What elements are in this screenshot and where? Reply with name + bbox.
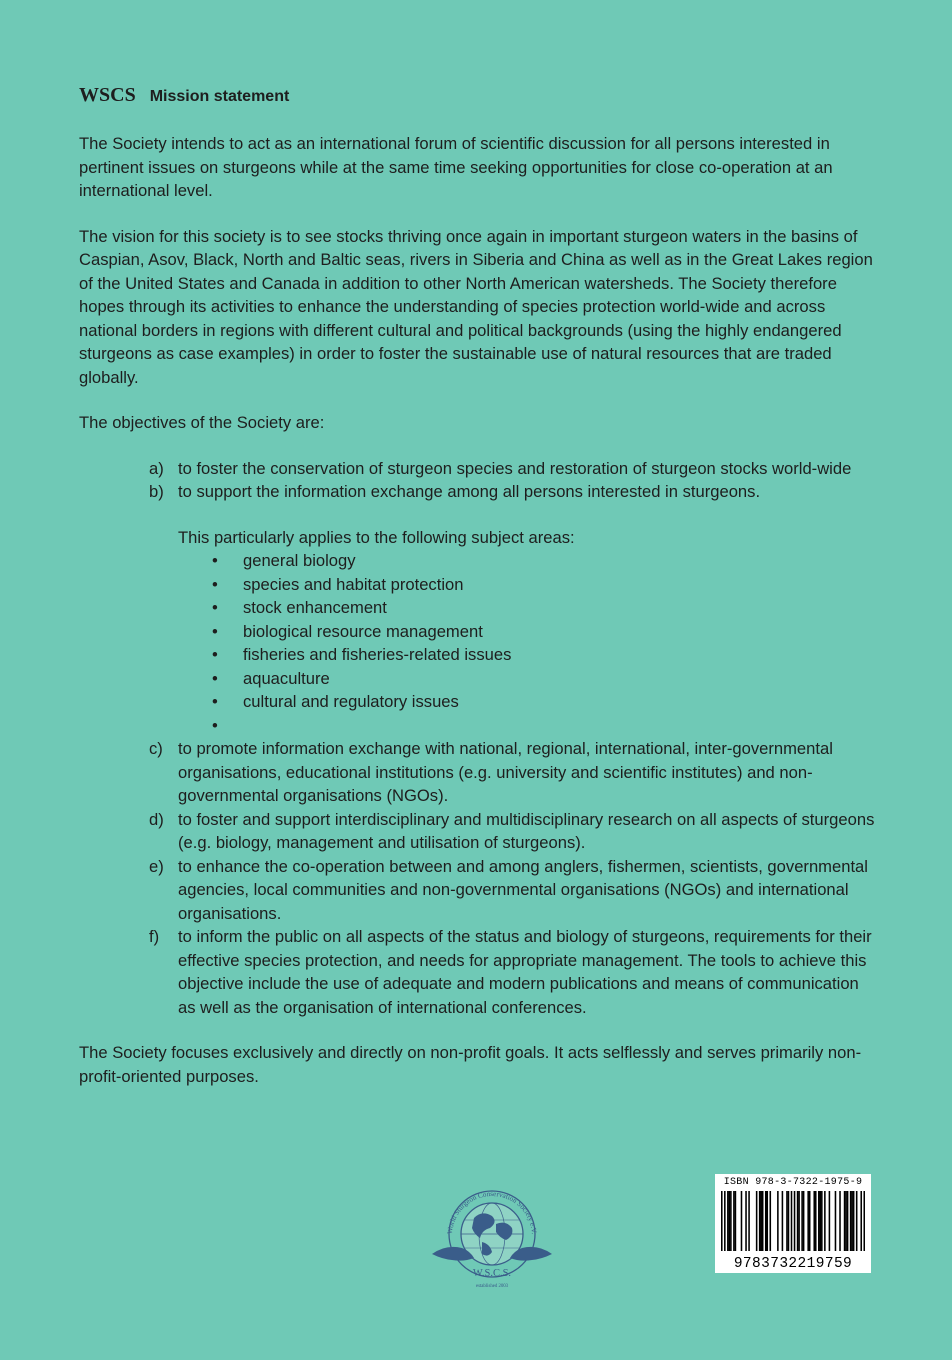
subject-area-label: cultural and regulatory issues — [243, 692, 459, 711]
barcode-bar — [745, 1191, 747, 1251]
objective-item — [149, 808, 879, 855]
objective-text: to support the information exchange among all persons interested in sturgeons. — [178, 482, 761, 501]
objective-marker: a) — [149, 458, 164, 478]
barcode-bar — [820, 1191, 822, 1251]
closing-paragraph: The Society focuses exclusively and directly on non-profit goals. It acts selflessly and serves primarily non-profit-oriented purposes. — [79, 1043, 862, 1086]
objective-text: to promote information exchange with national, regional, international, inter-governmental organisations, educational institutions (e.g. university and scientific institutes) and non-governmental organisations (NGOs). — [178, 739, 833, 805]
barcode-bar — [815, 1191, 817, 1251]
bullet-icon: • — [212, 551, 218, 570]
barcode-bar — [730, 1191, 732, 1251]
bullet-icon: • — [212, 598, 218, 617]
objective-marker: c) — [149, 739, 163, 758]
barcode-bar — [782, 1191, 784, 1251]
objective-item — [149, 855, 879, 926]
barcode-bar — [756, 1191, 758, 1251]
barcode-bar — [835, 1191, 837, 1251]
barcode-bar — [729, 1191, 731, 1251]
objective-text: to enhance the co-operation between and among anglers, fishermen, scientists, governmental agencies, local communities and non-governmental organisations (NGOs) and international organisations. — [178, 856, 868, 923]
subject-areas-intro: This particularly applies to the following subject areas: — [178, 527, 575, 547]
barcode-bar — [741, 1191, 743, 1251]
barcode-bar — [727, 1191, 729, 1251]
org-abbreviation: WSCS — [79, 84, 136, 106]
barcode-bar — [762, 1191, 764, 1251]
isbn-barcode — [715, 1174, 871, 1273]
barcode-bar — [748, 1191, 750, 1251]
logo-abbreviation: W.S.C.S. — [472, 1268, 512, 1279]
objective-text: to inform the public on all aspects of the status and biology of sturgeons, requirements for their effective species protection, and needs for appropriate management. The tools to achieve this objective include the use of adequate and modern publications and means of communication as well as the organisation of international conferences. — [178, 927, 872, 1017]
subject-areas — [178, 526, 879, 738]
mission-heading — [79, 84, 879, 107]
barcode-bar — [856, 1191, 858, 1251]
subject-area-label: fisheries and fisheries-related issues — [243, 645, 512, 664]
barcode-bar — [824, 1191, 826, 1251]
barcode-bar — [853, 1191, 855, 1251]
objective-item — [149, 457, 879, 481]
barcode-bars — [721, 1191, 865, 1251]
subject-area-label: species and habitat protection — [243, 574, 464, 594]
objective-item — [149, 925, 879, 1019]
barcode-bar — [733, 1191, 735, 1251]
intro-paragraph: The Society intends to act as an international forum of scientific discussion for all persons interested in pertinent issues on sturgeons while at the same time seeking opportunities for close co-operation at an international level. — [79, 134, 833, 200]
bullet-icon: • — [212, 668, 218, 688]
barcode-bar — [844, 1191, 846, 1251]
objectives-list — [149, 457, 879, 1020]
barcode-bar — [721, 1191, 723, 1251]
barcode-bar — [863, 1191, 865, 1251]
document-page — [79, 84, 879, 1110]
barcode-bar — [724, 1191, 726, 1251]
objectives-intro: The objectives of the Society are: — [79, 413, 325, 432]
bullet-icon: • — [212, 574, 218, 594]
wscs-logo — [430, 1180, 554, 1292]
subject-area-label: aquaculture — [243, 668, 330, 688]
list-item — [212, 667, 879, 691]
barcode-bar — [813, 1191, 815, 1251]
objective-item — [149, 480, 879, 737]
objective-item — [149, 737, 879, 808]
barcode-bar — [791, 1191, 793, 1251]
list-item — [212, 643, 879, 667]
barcode-bar — [760, 1191, 762, 1251]
barcode-bar — [794, 1191, 796, 1251]
objective-marker: f) — [149, 927, 160, 946]
barcode-bar — [786, 1191, 788, 1251]
objective-marker: b) — [149, 482, 164, 501]
objective-marker: d) — [149, 809, 164, 829]
logo-established: established 2003 — [475, 1284, 509, 1289]
subject-area-label: general biology — [243, 551, 356, 570]
barcode-bar — [777, 1191, 779, 1251]
barcode-bar — [788, 1191, 790, 1251]
barcode-bar — [809, 1191, 811, 1251]
barcode-bar — [821, 1191, 823, 1251]
subject-areas-list — [178, 549, 879, 737]
logo-ring-text: World Sturgeon Conservation Society e.V. — [445, 1189, 538, 1235]
list-item — [212, 714, 879, 738]
isbn-label: ISBN 978-3-7322-1975-9 — [723, 1177, 863, 1188]
barcode-bar — [839, 1191, 841, 1251]
barcode-bar — [766, 1191, 768, 1251]
barcode-bar — [765, 1191, 767, 1251]
barcode-bar — [818, 1191, 820, 1251]
barcode-bar — [797, 1191, 799, 1251]
subject-area-label: stock enhancement — [243, 598, 387, 617]
objective-text: to foster the conservation of sturgeon species and restoration of sturgeon stocks world-wide — [178, 458, 852, 478]
barcode-bar — [798, 1191, 800, 1251]
barcode-digits: 9783732219759 — [715, 1256, 871, 1272]
bullet-icon: • — [212, 621, 218, 641]
list-item — [212, 620, 879, 644]
list-item — [212, 690, 879, 714]
list-item — [212, 573, 879, 597]
bullet-icon: • — [212, 715, 218, 735]
barcode-bar — [829, 1191, 831, 1251]
barcode-bar — [860, 1191, 862, 1251]
bullet-icon: • — [212, 645, 218, 664]
barcode-bar — [770, 1191, 772, 1251]
vision-paragraph: The vision for this society is to see stocks thriving once again in important sturgeon waters in the basins of Caspian, Asov, Black, North and Baltic seas, rivers in Siberia and China as well as in the Great Lakes region of the United States and Canada in addition to other North American watersheds. The Society therefore hopes through its activities to enhance the understanding of species protection world-wide and across national borders in regions with different cultural and political backgrounds (using the highly endangered sturgeons as case examples) in order to foster the sustainable use of natural resources that are traded globally. — [79, 226, 873, 387]
barcode-bar — [851, 1191, 853, 1251]
objective-marker: e) — [149, 856, 164, 876]
barcode-bar — [847, 1191, 849, 1251]
barcode-bar — [801, 1191, 803, 1251]
objective-text: to foster and support interdisciplinary and multidisciplinary research on all aspects of sturgeons (e.g. biology, management and utilisation of sturgeons). — [178, 809, 875, 852]
bullet-icon: • — [212, 692, 218, 711]
barcode-bar — [735, 1191, 737, 1251]
barcode-bar — [845, 1191, 847, 1251]
list-item — [212, 596, 879, 620]
list-item — [212, 549, 879, 573]
barcode-bar — [759, 1191, 761, 1251]
barcode-bar — [850, 1191, 852, 1251]
subject-area-label: biological resource management — [243, 621, 483, 641]
barcode-bar — [807, 1191, 809, 1251]
barcode-bar — [803, 1191, 805, 1251]
heading-title: Mission statement — [149, 88, 290, 105]
